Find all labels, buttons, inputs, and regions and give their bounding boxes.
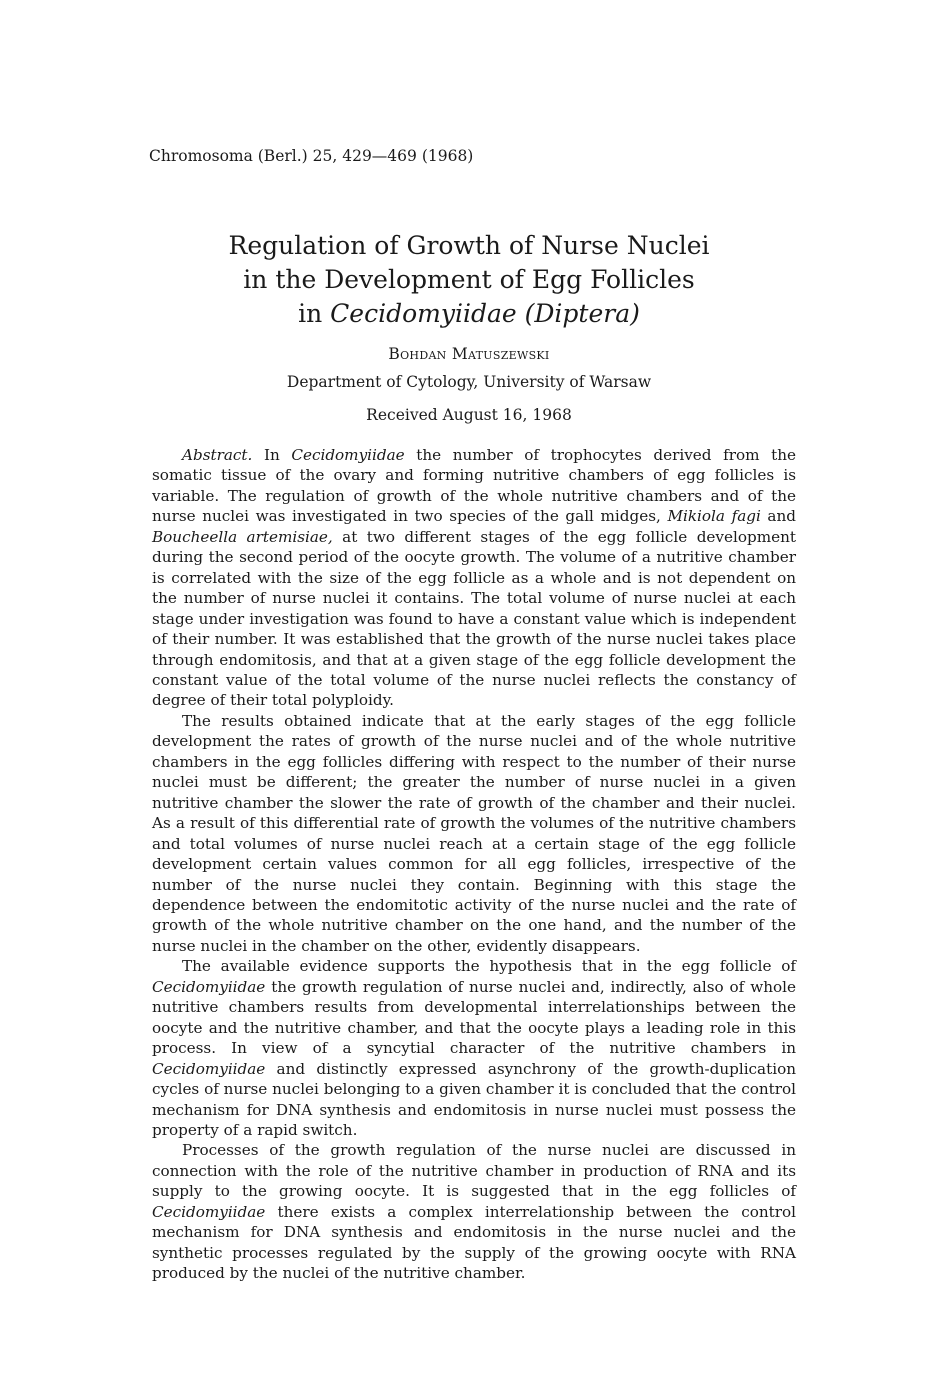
abstract-text: the growth regulation of nurse nuclei and, indirectly, also of whole nutritive chambers results from developmental interrelationships between the oocyte and the nutritive chamber, and that the oocyte plays a leading role in this process. In view of a syncytial character of the nutritive chambers in	[152, 977, 796, 1058]
received-date: Received August 16, 1968	[366, 406, 572, 424]
taxon-name: Cecidomyiidae	[152, 977, 266, 996]
article-title	[0, 229, 938, 331]
species-name: Boucheella artemisiae,	[152, 527, 333, 546]
title-line-3-prefix: in	[298, 299, 331, 328]
abstract-text: there exists a complex interrelationship between the control mechanism for DNA synthesis and endomitosis in the nurse nuclei and the synthetic processes regulated by the supply of the growing oocyte with RNA produced by the nuclei of the nutritive chamber.	[152, 1202, 796, 1283]
abstract-text: The available evidence supports the hypothesis that in the egg follicle of	[182, 957, 796, 976]
title-line-2: in the Development of Egg Follicles	[243, 265, 695, 294]
taxon-name: Cecidomyiidae	[152, 1059, 266, 1078]
taxon-name: Cecidomyiidae	[291, 446, 405, 464]
abstract-text: at two different stages of the egg follicle development during the second period of the oocyte growth. The volume of a nutritive chamber is correlated with the size of the egg follicle as a whole and is not dependent on the number of nurse nuclei it contains. The total volume of nurse nuclei at each stage under investigation was found to have a constant value which is independent of their number. It was established that the growth of the nurse nuclei takes place through endomitosis, and that at a given stage of the egg follicle development the constant value of the total volume of the nurse nuclei reflects the constancy of degree of their total polyploidy.	[152, 527, 796, 710]
affiliation: Department of Cytology, University of Warsaw	[286, 373, 652, 391]
abstract-paragraph-4	[152, 1140, 796, 1283]
title-line-1: Regulation of Growth of Nurse Nuclei	[228, 231, 710, 260]
species-name: Mikiola fagi	[667, 507, 761, 526]
abstract-text: and	[760, 507, 796, 526]
title-line-3	[0, 297, 938, 331]
abstract	[152, 445, 796, 1284]
abstract-paragraph-2: The results obtained indicate that at the early stages of the egg follicle development the rates of growth of the nurse nuclei and of the whole nutritive chambers in the egg follicles differing with respect to the number of their nurse nuclei must be different; the greater the number of nurse nuclei in a given nutritive chamber the slower the rate of growth of the chamber and their nuclei. As a result of this differential rate of growth the volumes of the nutritive chambers and total volumes of nurse nuclei reach at a certain stage of the egg follicle development certain values common for all egg follicles, irrespective of the number of the nurse nuclei they contain. Beginning with this stage the dependence between the endomitotic activity of the nurse nuclei and the rate of growth of the whole nutritive chamber on the one hand, and the number of the nurse nuclei in the chamber on the other, evidently disappears.	[152, 711, 796, 955]
author-name: Bohdan Matuszewski	[388, 345, 550, 363]
taxon-name: Cecidomyiidae	[152, 1202, 266, 1221]
abstract-paragraph-1	[152, 445, 796, 711]
title-taxon: Cecidomyiidae (Diptera)	[330, 299, 640, 328]
abstract-text: Processes of the growth regulation of the nurse nuclei are discussed in connection with the role of the nutritive chamber in production of RNA and its supply to the growing oocyte. It is suggested that in the egg follicles of	[152, 1141, 796, 1201]
abstract-text: the number of trophocytes derived from the somatic tissue of the ovary and forming nutritive chambers of egg follicles is variable. The regulation of growth of the whole nutritive chambers and of the nurse nuclei was investigated in two species of the gall midges,	[152, 446, 796, 526]
journal-citation: Chromosoma (Berl.) 25, 429—469 (1968)	[149, 147, 474, 165]
abstract-paragraph-3	[152, 956, 796, 1140]
abstract-text: In	[252, 446, 292, 464]
abstract-label: Abstract.	[182, 446, 253, 464]
abstract-text: and distinctly expressed asynchrony of the growth-duplication cycles of nurse nuclei belonging to a given chamber it is concluded that the control mechanism for DNA synthesis and endomitosis in nurse nuclei must possess the property of a rapid switch.	[152, 1059, 796, 1139]
